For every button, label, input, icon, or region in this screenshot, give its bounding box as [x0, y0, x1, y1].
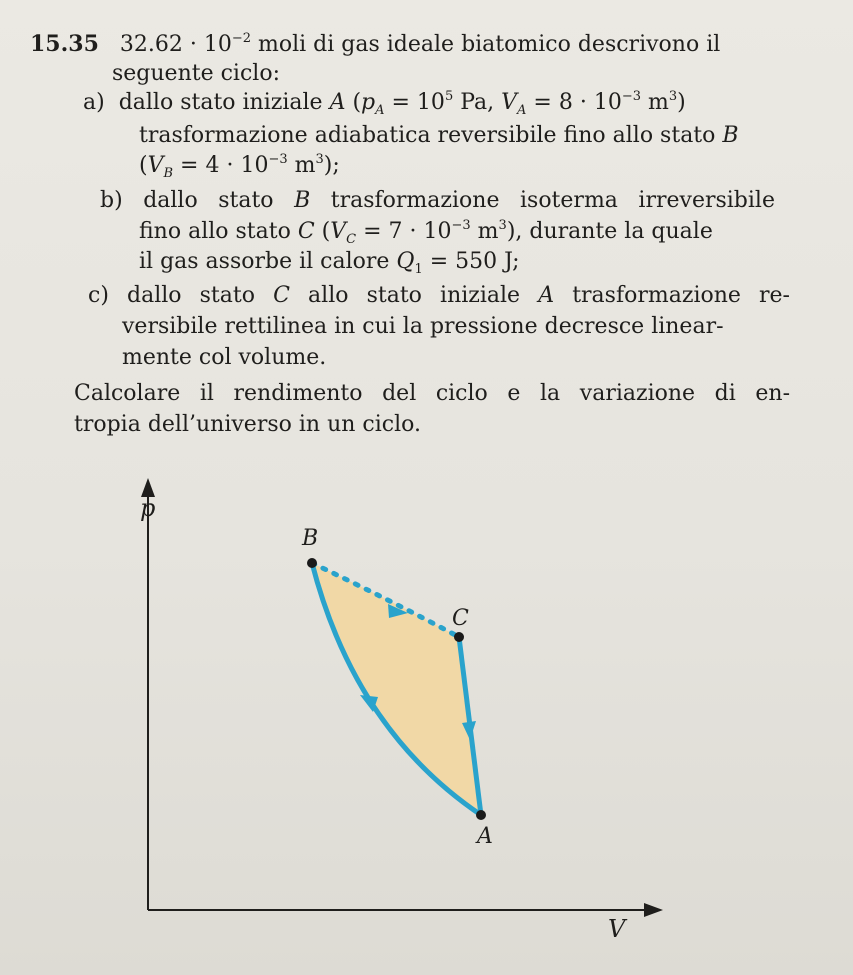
label-b: B [302, 526, 319, 551]
problem-question: Calcolare il rendimento del ciclo e la variazione di en- [74, 381, 790, 406]
step-c: c) dallo stato C allo stato iniziale A trasformazione re- [88, 283, 790, 308]
cycle-area [312, 563, 481, 815]
problem-intro: 15.35 $32.62 \cdot 10^{-2}$ moli di gas ideale biatomico descrivono il [30, 31, 721, 57]
step-a: a) dallo stato iniziale A ($p_A = 10^5$ Pa, $V_A = 8 \cdot 10^{-3}$ $m^3$) [83, 89, 686, 118]
step-c-marker: c) [88, 283, 109, 308]
y-axis-label: p [140, 494, 156, 522]
textbook-page: 15.35 $32.62 \cdot 10^{-2}$ moli di gas ideale biatomico descrivono il seguente ciclo: a) dallo stato iniziale A ($p_A = 10^5$ Pa, $V_A = 8 \cdot 10^{-3}$ $m^3$) trasformazione adiabatica reversibile fino allo stato B ($V_B = 4 \cdot 10^{-3}$ $m^3$); b) dallo stato B trasformazione isoterma irreversibile fino allo stato C ($V_C = 7 \cdot 10^{-3}$ $m^3$), durante la quale il gas assorbe il calore $Q_1 = 550$ J; c) dallo stato C allo stato iniziale A trasformazione re- versibile rettilinea in cui la pressione decresce linear- mente col volume. Calcolare il rendimento del ciclo e la variazione di en- tropia dell’universo in un ciclo. p V B C A [0, 0, 853, 975]
label-c: C [452, 606, 469, 631]
x-axis-arrow [644, 903, 663, 917]
step-b: b) dallo stato B trasformazione isoterma irreversibile [100, 188, 775, 213]
label-a: A [477, 824, 493, 849]
pv-diagram [0, 460, 853, 975]
point-a [476, 810, 486, 820]
step-b-marker: b) [100, 188, 123, 213]
x-axis-label: V [608, 915, 626, 943]
problem-number: 15.35 [30, 31, 99, 57]
step-a-marker: a) [83, 90, 105, 115]
point-b [307, 558, 317, 568]
point-c [454, 632, 464, 642]
